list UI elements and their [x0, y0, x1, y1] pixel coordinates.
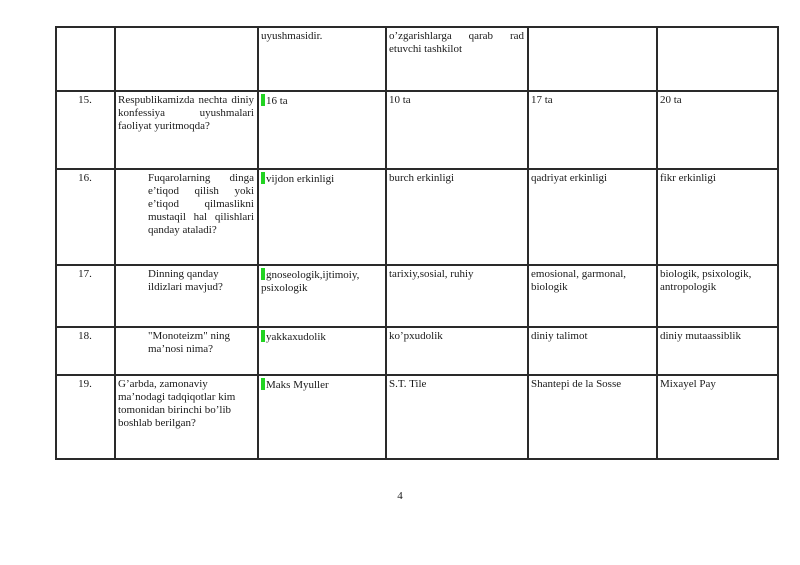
answer-correct — [258, 327, 386, 375]
answer-text: yakkaxudolik — [266, 331, 326, 343]
answer-c: Shantepi de la Sosse — [528, 375, 657, 459]
answer-text: vijdon erkinligi — [266, 173, 335, 185]
correct-answer-marker — [261, 172, 265, 184]
answer-d — [657, 27, 778, 91]
answer-correct — [258, 169, 386, 265]
question-number: 18. — [56, 327, 115, 375]
answer-correct — [258, 265, 386, 327]
answer-b: ko’pxudolik — [386, 327, 528, 375]
question-text: Fuqarolarning dinga e’tiqod qilish yoki e’tiqod qilmaslikni mustaqil hal qilishlari qanday ataladi? — [115, 169, 258, 265]
answer-d: diniy mutaassiblik — [657, 327, 778, 375]
table-row — [56, 27, 778, 91]
correct-answer-marker — [261, 94, 265, 106]
answer-b: S.T. Tile — [386, 375, 528, 459]
question-number: 16. — [56, 169, 115, 265]
answer-c: diniy talimot — [528, 327, 657, 375]
answer-c: qadriyat erkinligi — [528, 169, 657, 265]
table-row — [56, 91, 778, 169]
correct-answer-marker — [261, 378, 265, 390]
quiz-table — [55, 26, 779, 460]
table-row — [56, 375, 778, 459]
question-number: 15. — [56, 91, 115, 169]
answer-c — [528, 27, 657, 91]
answer-b: 10 ta — [386, 91, 528, 169]
answer-d: fikr erkinligi — [657, 169, 778, 265]
correct-answer-marker — [261, 268, 265, 280]
answer-correct — [258, 375, 386, 459]
answer-d: biologik, psixologik, antropologik — [657, 265, 778, 327]
question-text: Respublikamizda nechta diniy konfessiya uyushmalari faoliyat yuritmoqda? — [115, 91, 258, 169]
answer-b: tarixiy,sosial, ruhiy — [386, 265, 528, 327]
answer-correct — [258, 91, 386, 169]
table-row — [56, 169, 778, 265]
answer-b: burch erkinligi — [386, 169, 528, 265]
question-number — [56, 27, 115, 91]
answer-c: emosional, garmonal, biologik — [528, 265, 657, 327]
table-row — [56, 327, 778, 375]
answer-text: uyushmasidir. — [261, 30, 323, 42]
correct-answer-marker — [261, 330, 265, 342]
answer-correct — [258, 27, 386, 91]
answer-d: Mixayel Pay — [657, 375, 778, 459]
question-text: Dinning qanday ildizlari mavjud? — [115, 265, 258, 327]
page-number: 4 — [397, 490, 403, 502]
answer-b: o’zgarishlarga qarab rad etuvchi tashkilot — [386, 27, 528, 91]
answer-text: gnoseologik,ijtimoiy, psixologik — [261, 269, 360, 294]
question-text: "Monoteizm" ning ma’nosi nima? — [115, 327, 258, 375]
answer-c: 17 ta — [528, 91, 657, 169]
question-text — [115, 27, 258, 91]
question-text: G’arbda, zamonaviy ma’nodagi tadqiqotlar kim tomonidan birinchi bo’lib boshlab berilgan? — [115, 375, 258, 459]
answer-text: Maks Myuller — [266, 379, 329, 391]
answer-d: 20 ta — [657, 91, 778, 169]
answer-text: 16 ta — [266, 95, 288, 107]
question-number: 17. — [56, 265, 115, 327]
table-row — [56, 265, 778, 327]
question-number: 19. — [56, 375, 115, 459]
